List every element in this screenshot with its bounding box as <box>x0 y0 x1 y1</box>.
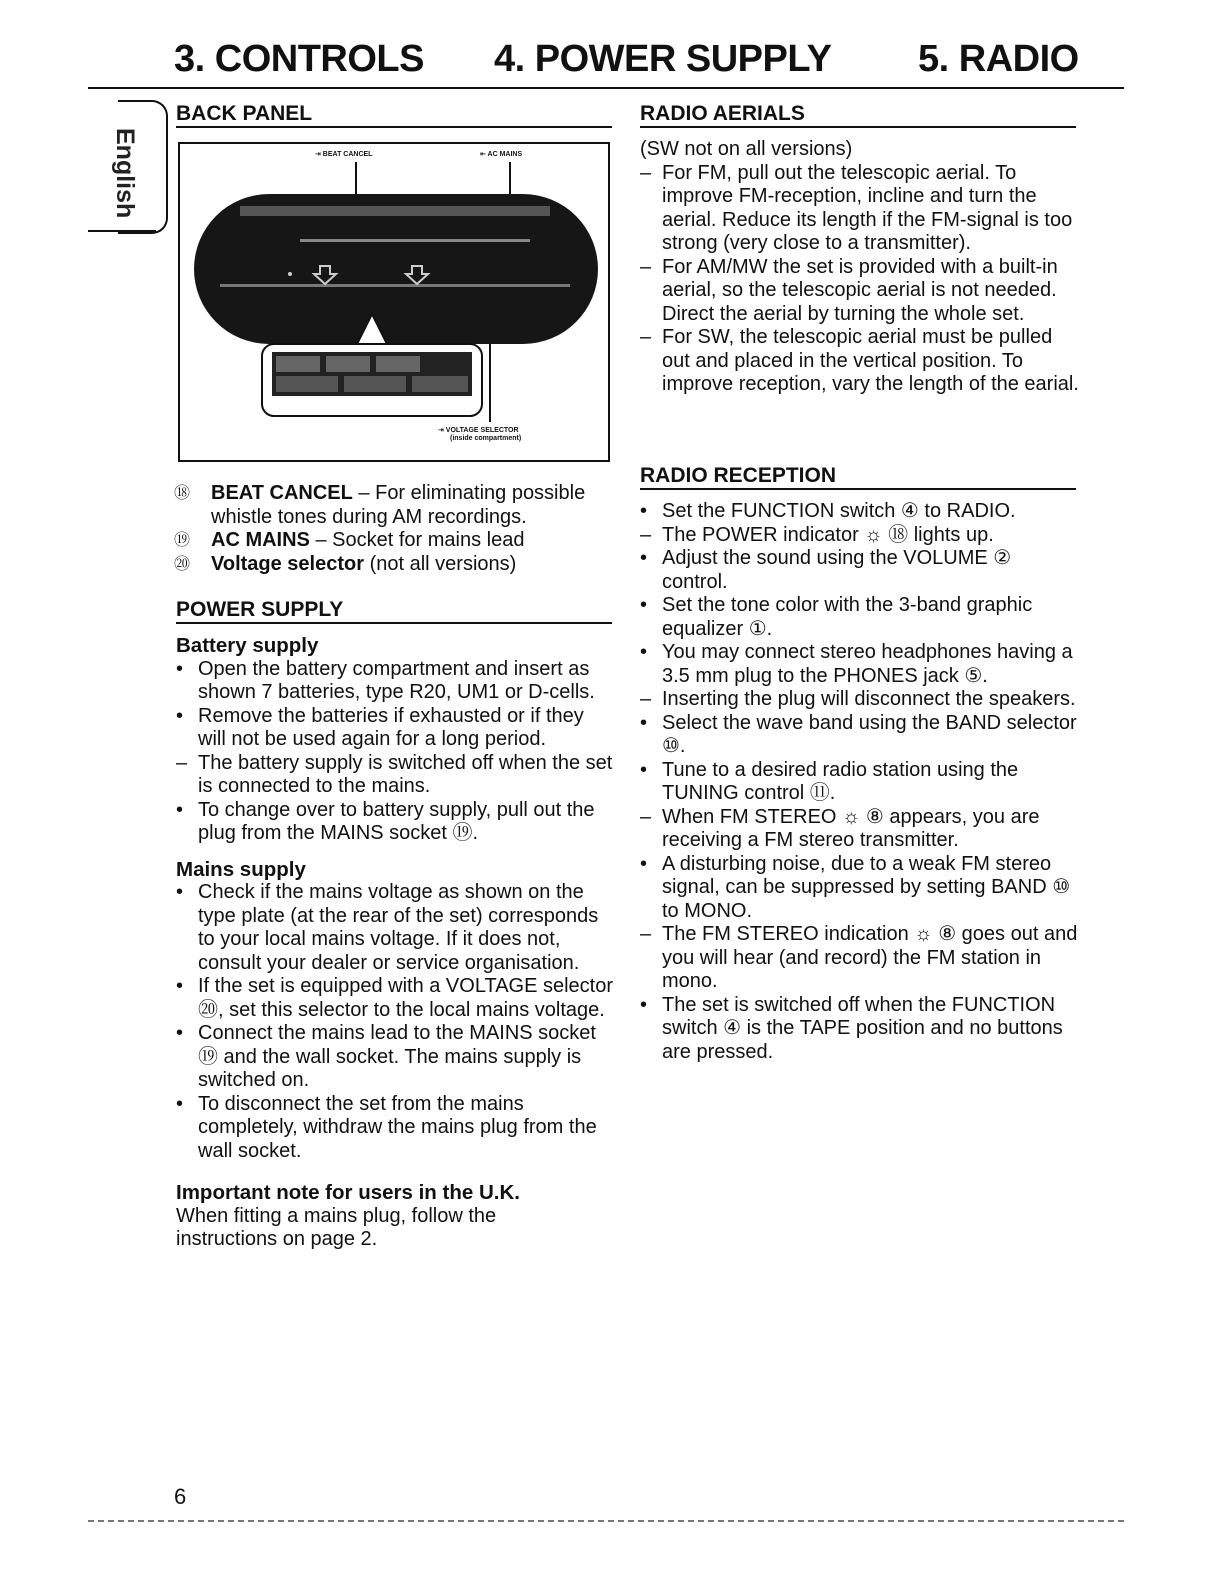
back-panel-rule <box>176 126 612 128</box>
list-item: • Adjust the sound using the VOLUME ② control. <box>640 547 1012 593</box>
page-number: 6 <box>174 1484 187 1509</box>
power-supply-title: POWER SUPPLY <box>176 598 344 621</box>
list-item: • Check if the mains voltage as shown on the type plate (at the rear of the set) corresponds to your local mains voltage. If it does not, consult your dealer or service organisation. <box>176 881 599 974</box>
list-item: – For FM, pull out the telescopic aerial. To improve FM-reception, incline and turn the aerial. Reduce its length if the FM-signal is too strong (very close to a transmitter). <box>640 161 1073 254</box>
list-item: • Connect the mains lead to the MAINS socket ⑲ and the wall socket. The mains supply is switched on. <box>176 1022 596 1091</box>
list-item: – For SW, the telescopic aerial must be pulled out and placed in the vertical position. To improve reception, vary the length of the earial. <box>640 326 1079 395</box>
list-item: – Inserting the plug will disconnect the speakers. <box>640 688 1076 710</box>
list-item: • To disconnect the set from the mains completely, withdraw the mains plug from the wall socket. <box>176 1092 597 1162</box>
radio-aerials-body <box>640 138 1080 397</box>
list-item: – The battery supply is switched off when the set is connected to the mains. <box>176 751 613 797</box>
list-item: • Open the battery compartment and insert as shown 7 batteries, type R20, UM1 or D-cells. <box>176 657 595 703</box>
figure-label-voltage-selector: ⇥ VOLTAGE SELECTOR <box>438 427 519 434</box>
radio-back-drawing <box>180 144 608 460</box>
radio-aerials-intro: (SW not on all versions) <box>640 138 853 160</box>
header-radio: 5. RADIO <box>918 38 1079 80</box>
list-item: – For AM/MW the set is provided with a built-in aerial, so the telescopic aerial is not needed. Direct the aerial by turning the whole set. <box>640 255 1058 325</box>
radio-reception-body <box>640 500 1080 1064</box>
header-controls: 3. CONTROLS <box>174 38 424 80</box>
back-panel-title: BACK PANEL <box>176 102 313 125</box>
language-tab: English <box>111 128 139 219</box>
radio-reception-title: RADIO RECEPTION <box>640 464 837 487</box>
list-item: • The set is switched off when the FUNCTION switch ④ is the TAPE position and no buttons are pressed. <box>640 993 1063 1063</box>
list-item: • If the set is equipped with a VOLTAGE selector ⑳, set this selector to the local mains voltage. <box>176 975 614 1021</box>
radio-aerials-title: RADIO AERIALS <box>640 102 805 125</box>
back-panel-item: ⑲ AC MAINS – Socket for mains lead <box>174 529 525 551</box>
list-item: – When FM STEREO ☼ ⑧ appears, you are receiving a FM stereo transmitter. <box>640 805 1040 851</box>
list-item: • Remove the batteries if exhausted or if they will not be used again for a long period. <box>176 704 584 750</box>
uk-note-text: When fitting a mains plug, follow the instructions on page 2. <box>176 1204 497 1250</box>
uk-note-title: Important note for users in the U.K. <box>176 1181 520 1204</box>
list-item: • Set the FUNCTION switch ④ to RADIO. <box>640 500 1016 522</box>
list-item: • Select the wave band using the BAND selector ⑩. <box>640 711 1077 757</box>
back-panel-list <box>174 482 614 576</box>
language-tab-line <box>88 230 156 232</box>
scan-artifact-line <box>88 1520 1124 1522</box>
battery-supply-title: Battery supply <box>176 634 319 657</box>
list-item: – The FM STEREO indication ☼ ⑧ goes out and you will hear (and record) the FM station in mono. <box>640 923 1078 992</box>
power-supply-rule <box>176 622 612 624</box>
mains-supply-title: Mains supply <box>176 857 306 881</box>
power-supply-body <box>176 632 616 1252</box>
back-panel-figure <box>178 142 610 462</box>
figure-label-beat-cancel: ⇥ BEAT CANCEL <box>315 151 373 158</box>
header-rule <box>88 87 1124 89</box>
header-power-supply: 4. POWER SUPPLY <box>494 38 832 80</box>
figure-label-ac-mains: ⇤ AC MAINS <box>480 151 523 158</box>
figure-label-voltage-note: (inside compartment) <box>450 435 522 442</box>
list-item: • You may connect stereo headphones having a 3.5 mm plug to the PHONES jack ⑤. <box>640 641 1073 687</box>
radio-reception-rule <box>640 488 1076 490</box>
back-panel-item: ⑳ Voltage selector (not all versions) <box>174 552 517 575</box>
back-panel-item: ⑱ BEAT CANCEL – For eliminating possible whistle tones during AM recordings. <box>174 482 586 528</box>
list-item: • A disturbing noise, due to a weak FM stereo signal, can be suppressed by setting BAND ⑩ to MONO. <box>640 852 1071 922</box>
list-item: • Set the tone color with the 3-band graphic equalizer ①. <box>640 594 1033 640</box>
list-item: • To change over to battery supply, pull out the plug from the MAINS socket ⑲. <box>176 798 595 844</box>
list-item: • Tune to a desired radio station using the TUNING control ⑪. <box>640 758 1019 804</box>
radio-aerials-rule <box>640 126 1076 128</box>
list-item: – The POWER indicator ☼ ⑱ lights up. <box>640 523 994 546</box>
